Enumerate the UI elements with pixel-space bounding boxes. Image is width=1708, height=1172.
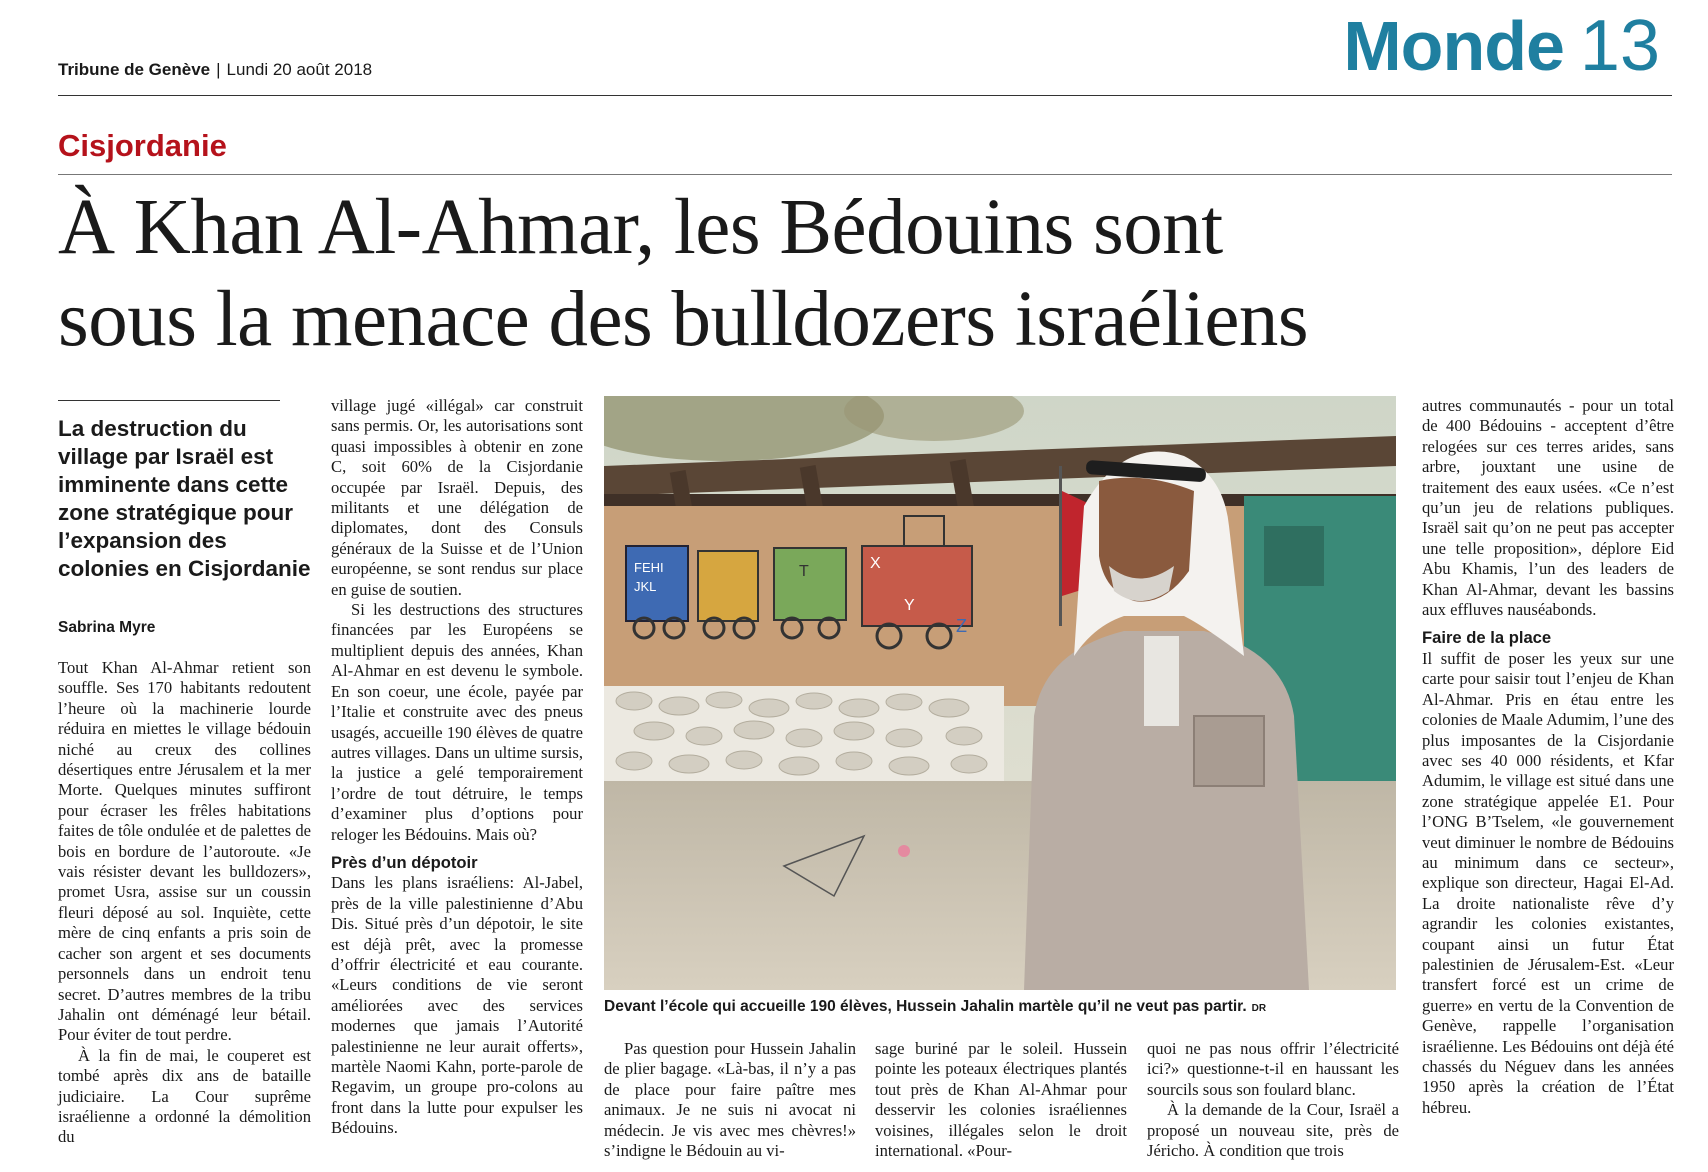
paper-name: Tribune de Genève bbox=[58, 60, 211, 79]
mural-letters: X bbox=[870, 555, 881, 572]
headline-line-2: sous la menace des bulldozers israéliens bbox=[58, 276, 1309, 363]
mural-letters: FEHI bbox=[634, 560, 664, 575]
caption-text: Devant l’école qui accueille 190 élèves, Hussein Jahalin martèle qu’il ne veut pas partir. bbox=[604, 998, 1247, 1015]
paragraph: Il suffit de poser les yeux sur une carte pour saisir tout l’enjeu de Khan Al-Ahmar. Pris en étau entre les colonies de Maale Adumim, l’une des plus imposantes de la Cisjordanie avec ses 40 000 résidents, et Kfar Adumim, le village est situé dans une zone stratégique appelée E1. Pour l’ONG B’Tselem, «le gouvernement veut diminuer le nombre de Bédouins au minimum dans ce secteur», explique son directeur, Hagai El-Ad. La droite nationaliste rêve d’y agrandir les colonies existantes, coupant ainsi un futur État palestinien de Jérusalem-Est. «Leur transfert forcé est un crime de guerre» en vertu de la Convention de Genève, rappelle l’organisation israélienne. Les Bédouins ont déjà été chassés du Néguev dans les années 1950 après la création de l’État hébreu. bbox=[1422, 648, 1674, 1117]
article-photo bbox=[604, 396, 1396, 990]
paragraph: À la fin de mai, le couperet est tombé après dix ans de bataille judiciaire. La Cour suprême israélienne a ordonné la démolition du bbox=[58, 1045, 311, 1147]
masthead bbox=[58, 60, 372, 80]
headline bbox=[58, 182, 1308, 366]
issue-date: Lundi 20 août 2018 bbox=[226, 60, 373, 79]
section-header bbox=[1343, 6, 1660, 86]
article-column-5 bbox=[1147, 1039, 1399, 1161]
paragraph: village jugé «illégal» car construit sans permis. Or, les autorisations sont quasi impossibles à obtenir en zone C, soit 60% de la Cisjordanie occupée par Israël. Depuis, des militants et une délégation de diplomates, dont des Consuls généraux de la Suisse et de l’Union européenne, se sont rendus sur place en guise de soutien. bbox=[331, 396, 583, 599]
subheading: Faire de la place bbox=[1422, 628, 1552, 648]
chapo: La destruction du village par Israël est imminente dans cette zone stratégique pour l’expansion des colonies en Cisjordanie bbox=[58, 416, 311, 581]
paragraph: autres communautés - pour un total de 400 Bédouins - acceptent d’être relogées sur ces terres arides, sans arbre, jouxtant une usine de traitement des eaux usées. «Ce n’est qu’un jeu de relations publiques. Israël sait qu’on ne peut pas accepter une telle proposition», déplore Eid Abu Khamis, l’un des leaders de Khan Al-Ahmar, devant les bassins aux effluves nauséabonds. bbox=[1422, 396, 1674, 620]
photo-caption bbox=[604, 998, 1266, 1016]
paragraph: sage buriné par le soleil. Hussein pointe les poteaux électriques plantés tout près de Khan Al-Ahmar pour desservir les colonies israéliennes voisines, illégales selon le droit international. «Pour- bbox=[875, 1039, 1127, 1161]
paragraph: Tout Khan Al-Ahmar retient son souffle. Ses 170 habitants redoutent l’heure où la machinerie lourde réduira en miettes le village bédouin niché au creux des collines désertiques entre Jérusalem et la mer Morte. Quelques minutes suffiront pour écraser les frêles habitations faites de tôle ondulée et de palettes de bois en bordure de l’autoroute. «Je vais résister devant les bulldozers», promet Usra, assise sur un coussin fleuri déposé au sol. Inquiète, cette mère de cinq enfants a pris soin de cacher son argent et ses documents personnels dans un endroit tenu secret. D’autres membres de la tribu Jahalin ont déménagé leur bétail. Pour éviter de tout perdre. bbox=[58, 658, 311, 1045]
chapo-rule bbox=[58, 400, 280, 401]
article-column-2 bbox=[331, 396, 583, 1139]
article-column-4 bbox=[875, 1039, 1127, 1161]
page-number: 13 bbox=[1579, 6, 1660, 86]
paragraph: Dans les plans israéliens: Al-Jabel, près de la ville palestinienne d’Abu Dis. Situé près d’un dépotoir, le site est déjà prêt, avec la promesse d’offrir électricité et eau courante. «Leurs conditions de vie seront améliorées avec des services modernes que jamais l’Autorité palestinienne ne leur aurait offerts», martèle Naomi Kahn, porte-parole de Regavim, un groupe pro-colons au front dans la lutte pour expulser les Bédouins. bbox=[331, 873, 583, 1138]
kicker: Cisjordanie bbox=[58, 128, 227, 163]
headline-line-1: À Khan Al-Ahmar, les Bédouins sont bbox=[58, 184, 1223, 271]
subheading: Près d’un dépotoir bbox=[331, 852, 478, 872]
mural-letters: JKL bbox=[634, 579, 657, 594]
mural-letters: Y bbox=[904, 597, 915, 614]
photo-illustration bbox=[604, 396, 1396, 990]
photo-credit: DR bbox=[1251, 1003, 1267, 1014]
paragraph: quoi ne pas nous offrir l’électricité ici?» questionne-t-il en haussant les sourcils sous son foulard blanc. bbox=[1147, 1039, 1399, 1099]
byline: Sabrina Myre bbox=[58, 619, 156, 636]
article-column-6 bbox=[1422, 396, 1674, 1118]
article-column-3 bbox=[604, 1039, 856, 1161]
mural-letters: T bbox=[799, 563, 809, 580]
paragraph: À la demande de la Cour, Israël a proposé un nouveau site, près de Jéricho. À condition que trois bbox=[1147, 1100, 1399, 1161]
masthead-separator: | bbox=[216, 60, 221, 79]
kicker-rule bbox=[58, 174, 1672, 175]
section-name: Monde bbox=[1343, 7, 1564, 85]
mural-letters: Z bbox=[956, 616, 967, 636]
paragraph: Pas question pour Hussein Jahalin de plier bagage. «Là-bas, il n’y a pas de place pour faire paître mes animaux. Je ne suis ni avocat ni médecin. Je vis avec mes chèvres!» s’indigne le Bédouin au vi- bbox=[604, 1039, 856, 1161]
paragraph: Si les destructions des structures financées par les Européens se multiplient depuis des années, Khan Al-Ahmar en est devenu le symbole. En son coeur, une école, payée par l’Italie et construite avec des pneus usagés, accueille 190 élèves de quatre autres villages. Dans un ultime sursis, la justice a gelé temporairement l’ordre de tout détruire, le temps d’examiner plus d’options pour reloger les Bédouins. Mais où? bbox=[331, 600, 583, 844]
article-column-1 bbox=[58, 658, 311, 1148]
masthead-rule bbox=[58, 95, 1672, 96]
